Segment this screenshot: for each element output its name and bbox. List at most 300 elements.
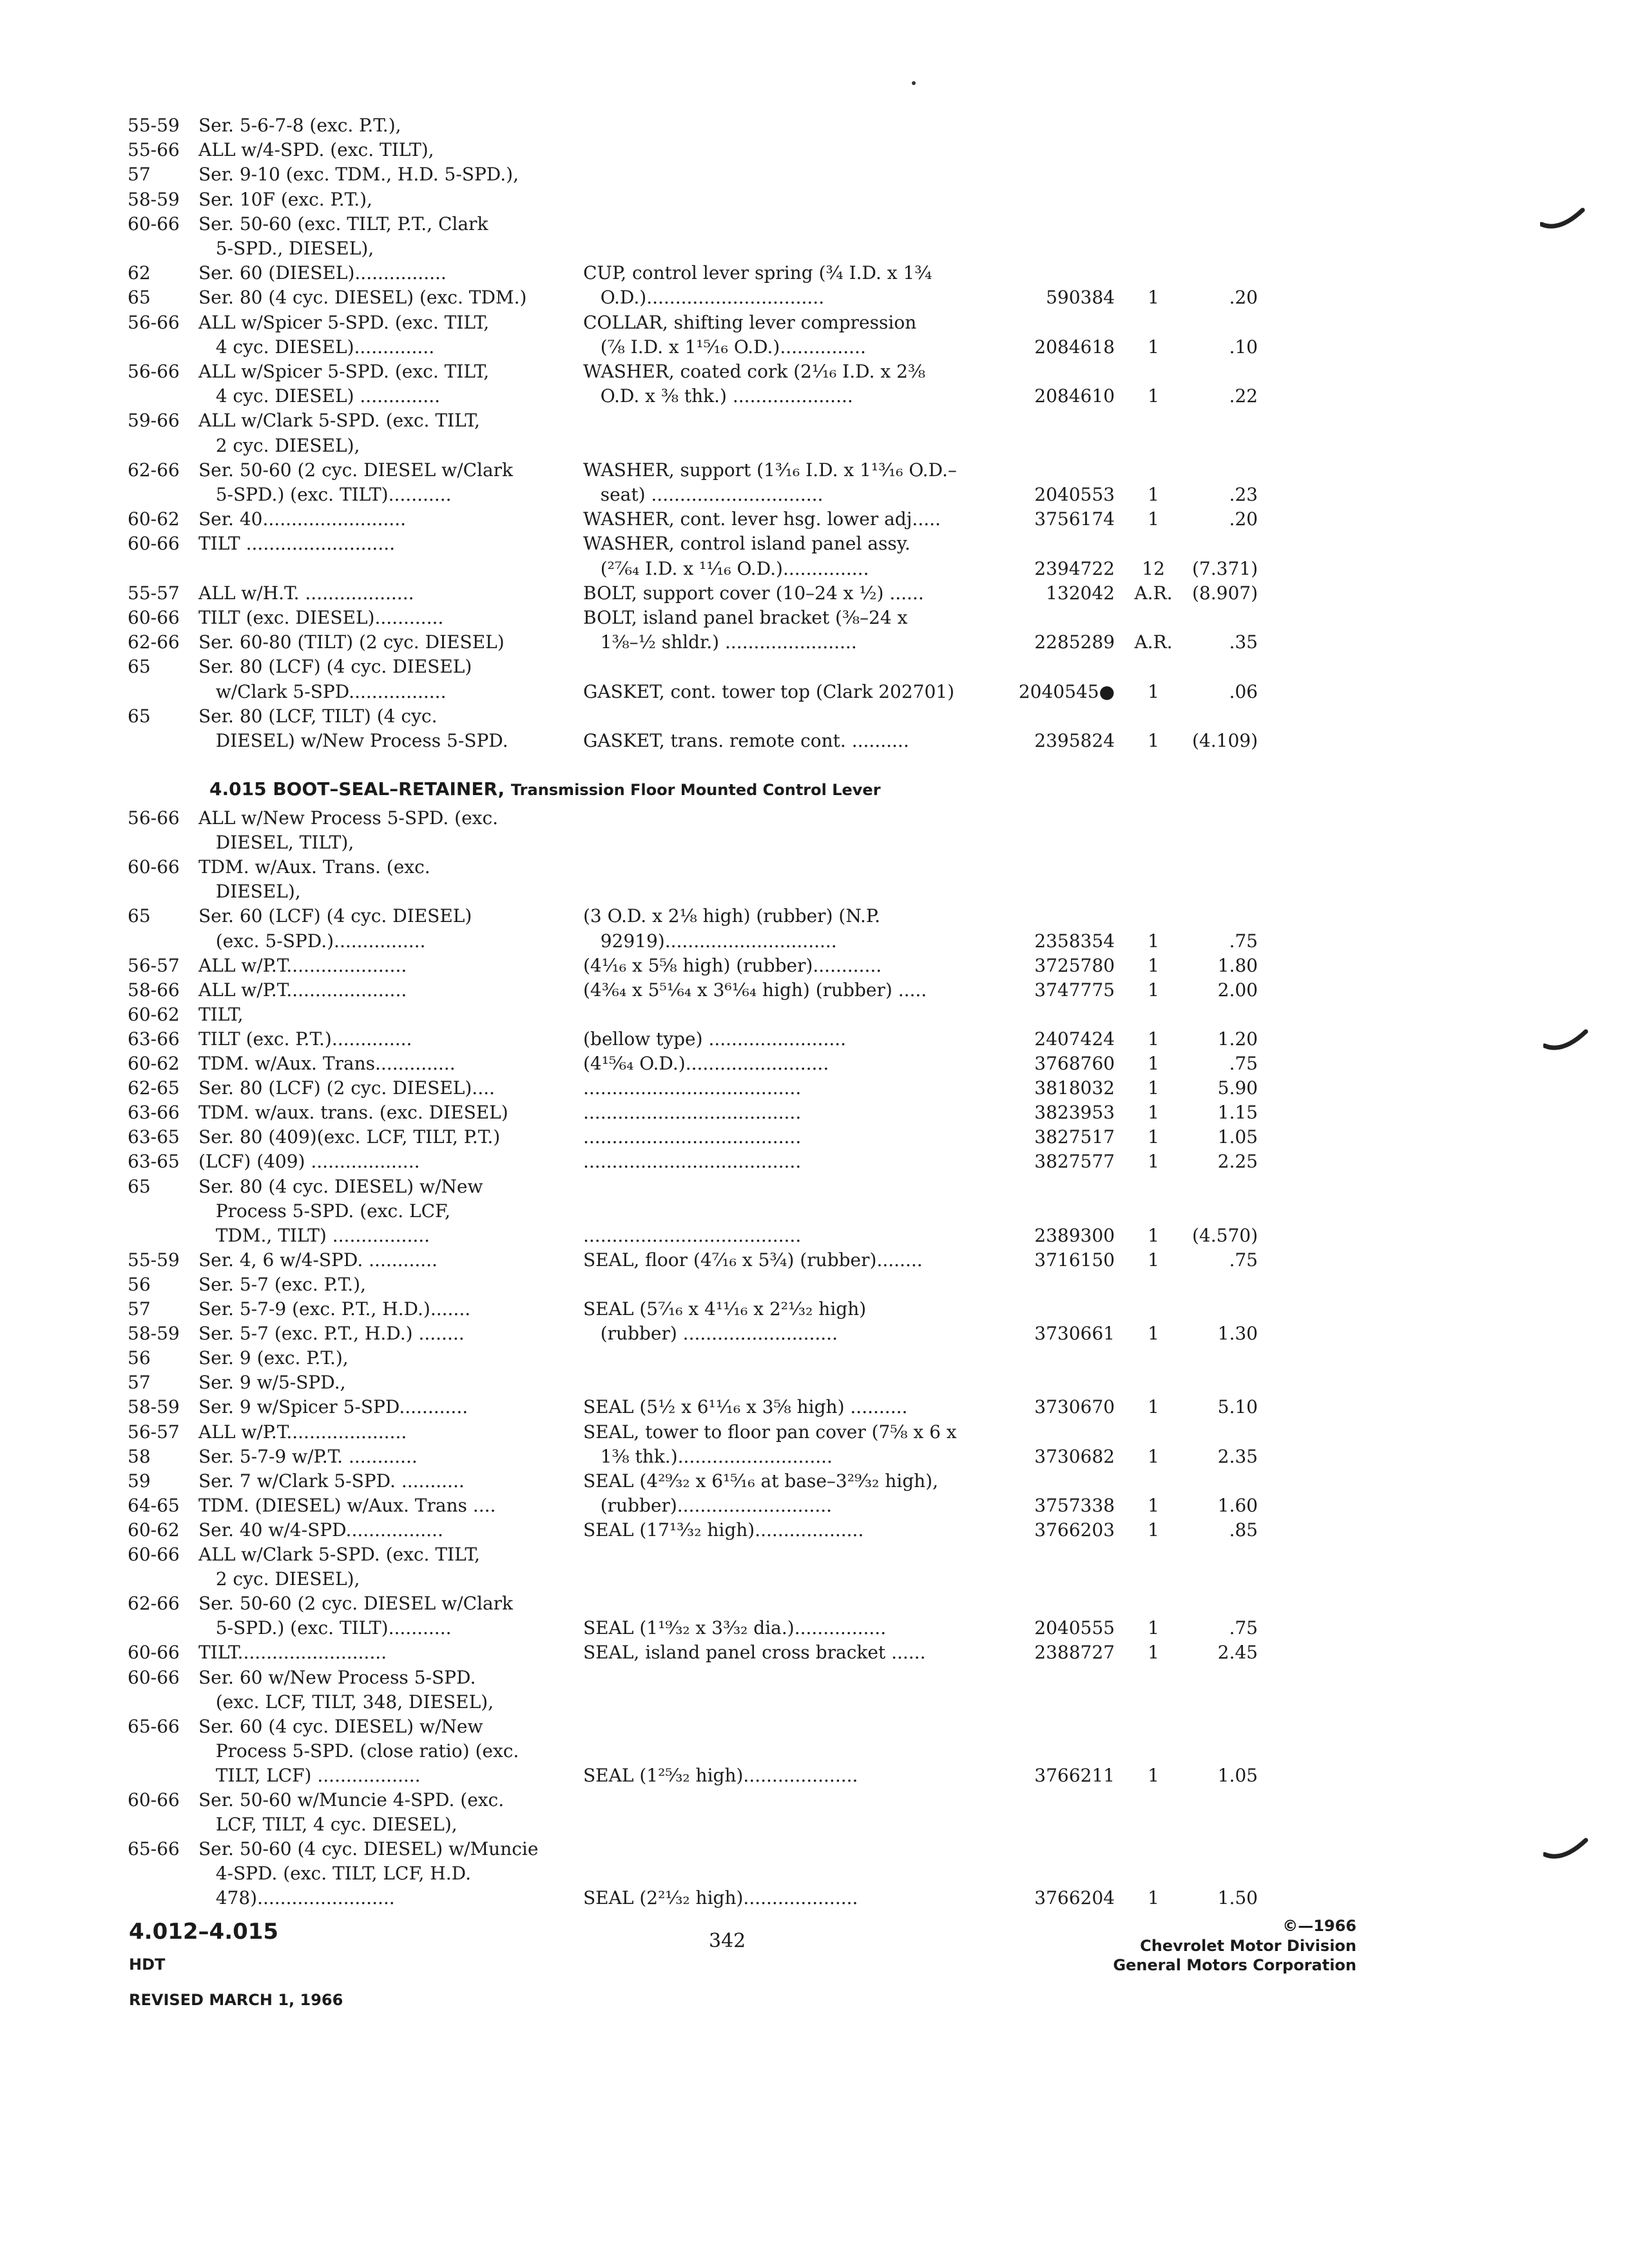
description-cell: GASKET, cont. tower top (Clark 202701) bbox=[583, 680, 955, 702]
description-cell: (⅞ I.D. x 1¹⁵⁄₁₆ O.D.)............... bbox=[583, 336, 866, 358]
parts-row bbox=[0, 1370, 1629, 1395]
footer-revised-date: REVISED MARCH 1, 1966 bbox=[129, 1991, 343, 2009]
description-cell: COLLAR, shifting lever compression bbox=[583, 311, 917, 333]
application-cell: ALL w/P.T..................... bbox=[198, 1421, 407, 1443]
application-cell: Ser. 5-7-9 (exc. P.T., H.D.)....... bbox=[198, 1298, 471, 1320]
application-cell: Ser. 50-60 w/Muncie 4-SPD. (exc. bbox=[198, 1789, 505, 1811]
application-cell: Ser. 40......................... bbox=[198, 508, 406, 530]
year-cell: 60-62 bbox=[128, 1519, 180, 1541]
application-cell: Ser. 5-7 (exc. P.T., H.D.) ........ bbox=[198, 1323, 465, 1345]
quantity-cell: 1 bbox=[1148, 1519, 1159, 1541]
page-number: 342 bbox=[709, 1930, 746, 1952]
price-cell: .20 bbox=[1229, 287, 1258, 309]
part-number-cell: 2040545● bbox=[1018, 680, 1115, 702]
year-cell: 62-65 bbox=[128, 1077, 180, 1099]
parts-row bbox=[0, 434, 1629, 458]
application-cell: Ser. 80 (409)(exc. LCF, TILT, P.T.) bbox=[198, 1126, 501, 1148]
parts-row bbox=[0, 1100, 1629, 1125]
description-cell: ...................................... bbox=[583, 1224, 802, 1246]
parts-row bbox=[0, 236, 1629, 261]
parts-row bbox=[0, 1715, 1629, 1739]
price-cell: 1.80 bbox=[1217, 954, 1258, 976]
year-cell: 65 bbox=[128, 656, 151, 678]
year-cell: 60-66 bbox=[128, 1544, 180, 1565]
price-cell: .75 bbox=[1229, 1249, 1258, 1271]
parts-row bbox=[0, 904, 1629, 928]
parts-row bbox=[0, 978, 1629, 1003]
application-cell: DIESEL) w/New Process 5-SPD. bbox=[198, 730, 508, 751]
year-cell: 63-65 bbox=[128, 1151, 180, 1173]
part-number-cell: 3766204 bbox=[1034, 1887, 1115, 1909]
application-cell: Ser. 80 (LCF) (4 cyc. DIESEL) bbox=[198, 656, 472, 678]
description-cell: WASHER, cont. lever hsg. lower adj..... bbox=[583, 508, 941, 530]
application-cell: TILT.......................... bbox=[198, 1642, 387, 1664]
section-heading bbox=[209, 776, 881, 802]
application-cell: Ser. 50-60 (4 cyc. DIESEL) w/Muncie bbox=[198, 1838, 539, 1860]
quantity-cell: 1 bbox=[1148, 484, 1159, 505]
quantity-cell: 1 bbox=[1148, 930, 1159, 952]
price-cell: 2.45 bbox=[1217, 1642, 1258, 1664]
year-cell: 58-59 bbox=[128, 1396, 180, 1418]
price-cell: (4.570) bbox=[1191, 1224, 1258, 1246]
price-cell: (7.371) bbox=[1191, 557, 1258, 579]
part-number-cell: 2394722 bbox=[1034, 557, 1115, 579]
parts-row bbox=[0, 162, 1629, 187]
part-number-cell: 3768760 bbox=[1034, 1053, 1115, 1074]
year-cell: 65 bbox=[128, 705, 151, 727]
application-cell: Ser. 9 (exc. P.T.), bbox=[198, 1347, 349, 1369]
binder-mark bbox=[1543, 1836, 1588, 1862]
parts-row bbox=[0, 261, 1629, 285]
parts-row bbox=[0, 1763, 1629, 1788]
year-cell: 60-62 bbox=[128, 1003, 180, 1025]
parts-row bbox=[0, 1003, 1629, 1027]
description-cell: 92919).............................. bbox=[583, 930, 837, 952]
price-cell: (8.907) bbox=[1191, 582, 1258, 604]
description-cell: O.D. x ⅜ thk.) ..................... bbox=[583, 385, 853, 407]
description-cell: O.D.)............................... bbox=[583, 287, 825, 309]
parts-row bbox=[0, 581, 1629, 606]
year-cell: 56-57 bbox=[128, 1421, 180, 1443]
application-cell: TILT (exc. P.T.).............. bbox=[198, 1028, 412, 1050]
parts-row bbox=[0, 1494, 1629, 1518]
part-number-cell: 3827577 bbox=[1034, 1151, 1115, 1173]
application-cell: TDM. w/Aux. Trans. (exc. bbox=[198, 856, 430, 878]
year-cell: 55-57 bbox=[128, 582, 180, 604]
description-cell: BOLT, support cover (10–24 x ½) ...... bbox=[583, 582, 924, 604]
application-cell: ALL w/Clark 5-SPD. (exc. TILT, bbox=[198, 410, 480, 432]
year-cell: 56 bbox=[128, 1347, 151, 1369]
application-cell: (exc. LCF, TILT, 348, DIESEL), bbox=[198, 1691, 494, 1713]
parts-row bbox=[0, 1591, 1629, 1616]
parts-row bbox=[0, 1149, 1629, 1174]
year-cell: 57 bbox=[128, 1372, 151, 1394]
application-cell: Ser. 80 (LCF, TILT) (4 cyc. bbox=[198, 705, 438, 727]
application-cell: Ser. 60 (DIESEL)................ bbox=[198, 262, 447, 284]
description-cell: WASHER, support (1³⁄₁₆ I.D. x 1¹³⁄₁₆ O.D.– bbox=[583, 459, 957, 481]
parts-row bbox=[0, 704, 1629, 729]
year-cell: 65-66 bbox=[128, 1715, 180, 1737]
year-cell: 62-66 bbox=[128, 1593, 180, 1615]
quantity-cell: A.R. bbox=[1134, 631, 1173, 653]
year-cell: 62 bbox=[128, 262, 151, 284]
description-cell: SEAL (5⁷⁄₁₆ x 4¹¹⁄₁₆ x 2²¹⁄₃₂ high) bbox=[583, 1298, 867, 1320]
parts-row bbox=[0, 1273, 1629, 1297]
year-cell: 59-66 bbox=[128, 410, 180, 432]
application-cell: Ser. 7 w/Clark 5-SPD. ........... bbox=[198, 1470, 465, 1492]
description-cell: 1⅜–½ shldr.) ....................... bbox=[583, 631, 857, 653]
section-subtitle: Transmission Floor Mounted Control Lever bbox=[510, 781, 881, 799]
application-cell: ALL w/Spicer 5-SPD. (exc. TILT, bbox=[198, 361, 490, 382]
description-cell: SEAL, island panel cross bracket ...... bbox=[583, 1642, 926, 1664]
application-cell: Ser. 60 (LCF) (4 cyc. DIESEL) bbox=[198, 905, 472, 927]
parts-row bbox=[0, 311, 1629, 335]
description-cell: (3 O.D. x 2⅛ high) (rubber) (N.P. bbox=[583, 905, 880, 927]
application-cell: 4 cyc. DIESEL) .............. bbox=[198, 385, 440, 407]
price-cell: 2.35 bbox=[1217, 1445, 1258, 1467]
part-number-cell: 2040553 bbox=[1034, 484, 1115, 505]
parts-row bbox=[0, 954, 1629, 978]
year-cell: 56-66 bbox=[128, 361, 180, 382]
application-cell: 4 cyc. DIESEL).............. bbox=[198, 336, 435, 358]
part-number-cell: 3725780 bbox=[1034, 954, 1115, 976]
application-cell: TILT, LCF) .................. bbox=[198, 1764, 421, 1786]
footer-division: Chevrolet Motor Division bbox=[1140, 1937, 1356, 1955]
application-cell: Ser. 80 (4 cyc. DIESEL) (exc. TDM.) bbox=[198, 287, 527, 309]
description-cell: (²⁷⁄₆₄ I.D. x ¹¹⁄₁₆ O.D.)............... bbox=[583, 557, 869, 579]
price-cell: 1.30 bbox=[1217, 1323, 1258, 1345]
parts-row bbox=[0, 483, 1629, 507]
parts-row bbox=[0, 855, 1629, 879]
parts-row bbox=[0, 806, 1629, 831]
footer-copyright: ©—1966 bbox=[1282, 1917, 1356, 1935]
quantity-cell: 1 bbox=[1148, 954, 1159, 976]
quantity-cell: 1 bbox=[1148, 730, 1159, 751]
description-cell: ...................................... bbox=[583, 1077, 802, 1099]
application-cell: Process 5-SPD. (exc. LCF, bbox=[198, 1200, 450, 1222]
application-cell: ALL w/New Process 5-SPD. (exc. bbox=[198, 807, 499, 829]
description-cell: SEAL (2²¹⁄₃₂ high).................... bbox=[583, 1887, 858, 1909]
parts-row bbox=[0, 1666, 1629, 1690]
application-cell: Ser. 60 w/New Process 5-SPD. bbox=[198, 1666, 476, 1688]
year-cell: 60-66 bbox=[128, 607, 180, 628]
year-cell: 65 bbox=[128, 1175, 151, 1197]
parts-row bbox=[0, 384, 1629, 408]
part-number-cell: 3757338 bbox=[1034, 1494, 1115, 1516]
quantity-cell: 1 bbox=[1148, 336, 1159, 358]
parts-row bbox=[0, 138, 1629, 162]
price-cell: .10 bbox=[1229, 336, 1258, 358]
year-cell: 60-66 bbox=[128, 533, 180, 555]
parts-row bbox=[0, 1027, 1629, 1052]
speck bbox=[912, 81, 916, 85]
quantity-cell: 1 bbox=[1148, 1077, 1159, 1099]
part-number-cell: 3823953 bbox=[1034, 1102, 1115, 1124]
application-cell: TILT (exc. DIESEL)............ bbox=[198, 607, 444, 628]
quantity-cell: 1 bbox=[1148, 1053, 1159, 1074]
part-number-cell: 2040555 bbox=[1034, 1617, 1115, 1639]
application-cell: Ser. 5-7 (exc. P.T.), bbox=[198, 1273, 366, 1295]
parts-row bbox=[0, 360, 1629, 384]
parts-row bbox=[0, 1640, 1629, 1665]
application-cell: Ser. 9 w/5-SPD., bbox=[198, 1372, 346, 1394]
description-cell: ...................................... bbox=[583, 1151, 802, 1173]
part-number-cell: 3766211 bbox=[1034, 1764, 1115, 1786]
part-number-cell: 590384 bbox=[1046, 287, 1115, 309]
quantity-cell: 1 bbox=[1148, 1445, 1159, 1467]
parts-row bbox=[0, 1616, 1629, 1640]
description-cell: ...................................... bbox=[583, 1102, 802, 1124]
year-cell: 65 bbox=[128, 905, 151, 927]
application-cell: Ser. 40 w/4-SPD................. bbox=[198, 1519, 443, 1541]
parts-row bbox=[0, 1837, 1629, 1861]
quantity-cell: 1 bbox=[1148, 385, 1159, 407]
year-cell: 60-62 bbox=[128, 1053, 180, 1074]
year-cell: 60-66 bbox=[128, 1666, 180, 1688]
year-cell: 60-66 bbox=[128, 856, 180, 878]
price-cell: .75 bbox=[1229, 1617, 1258, 1639]
quantity-cell: 12 bbox=[1142, 557, 1165, 579]
parts-row bbox=[0, 729, 1629, 753]
year-cell: 57 bbox=[128, 164, 151, 186]
parts-row bbox=[0, 929, 1629, 954]
application-cell: w/Clark 5-SPD................. bbox=[198, 680, 447, 702]
year-cell: 56-57 bbox=[128, 954, 180, 976]
quantity-cell: 1 bbox=[1148, 1151, 1159, 1173]
binder-mark bbox=[1543, 1028, 1588, 1053]
price-cell: 1.50 bbox=[1217, 1887, 1258, 1909]
description-cell: seat) .............................. bbox=[583, 484, 824, 505]
application-cell: Ser. 60-80 (TILT) (2 cyc. DIESEL) bbox=[198, 631, 505, 653]
price-cell: 5.90 bbox=[1217, 1077, 1258, 1099]
parts-row bbox=[0, 879, 1629, 904]
description-cell: WASHER, control island panel assy. bbox=[583, 533, 911, 555]
description-cell: 1⅜ thk.)........................... bbox=[583, 1445, 833, 1467]
quantity-cell: 1 bbox=[1148, 680, 1159, 702]
price-cell: 1.05 bbox=[1217, 1764, 1258, 1786]
application-cell: Ser. 80 (LCF) (2 cyc. DIESEL).... bbox=[198, 1077, 495, 1099]
part-number-cell: 3766203 bbox=[1034, 1519, 1115, 1541]
parts-row bbox=[0, 831, 1629, 855]
year-cell: 60-66 bbox=[128, 213, 180, 235]
description-cell: (bellow type) ........................ bbox=[583, 1028, 847, 1050]
application-cell: ALL w/Clark 5-SPD. (exc. TILT, bbox=[198, 1544, 480, 1565]
quantity-cell: 1 bbox=[1148, 1617, 1159, 1639]
part-number-cell: 3756174 bbox=[1034, 508, 1115, 530]
application-cell: ALL w/4-SPD. (exc. TILT), bbox=[198, 139, 434, 161]
part-number-cell: 2395824 bbox=[1034, 730, 1115, 751]
parts-row bbox=[0, 1395, 1629, 1419]
price-cell: 1.20 bbox=[1217, 1028, 1258, 1050]
parts-row bbox=[0, 1420, 1629, 1445]
application-cell: 5-SPD.) (exc. TILT)........... bbox=[198, 1617, 452, 1639]
parts-row bbox=[0, 1542, 1629, 1567]
price-cell: 2.00 bbox=[1217, 979, 1258, 1001]
price-cell: .35 bbox=[1229, 631, 1258, 653]
application-cell: DIESEL, TILT), bbox=[198, 832, 354, 854]
parts-row bbox=[0, 1861, 1629, 1886]
year-cell: 60-62 bbox=[128, 508, 180, 530]
year-cell: 64-65 bbox=[128, 1494, 180, 1516]
part-number-cell: 3730670 bbox=[1034, 1396, 1115, 1418]
price-cell: .75 bbox=[1229, 1053, 1258, 1074]
parts-row bbox=[0, 557, 1629, 581]
quantity-cell: 1 bbox=[1148, 1028, 1159, 1050]
quantity-cell: 1 bbox=[1148, 1249, 1159, 1271]
description-cell: BOLT, island panel bracket (⅜–24 x bbox=[583, 607, 908, 628]
year-cell: 59 bbox=[128, 1470, 151, 1492]
application-cell: 2 cyc. DIESEL), bbox=[198, 1568, 360, 1590]
description-cell: (4¹⁵⁄₆₄ O.D.)......................... bbox=[583, 1053, 829, 1074]
application-cell: TDM. w/aux. trans. (exc. DIESEL) bbox=[198, 1102, 508, 1124]
parts-row bbox=[0, 680, 1629, 704]
application-cell: Ser. 50-60 (exc. TILT, P.T., Clark bbox=[198, 213, 488, 235]
parts-row bbox=[0, 1052, 1629, 1076]
price-cell: .22 bbox=[1229, 385, 1258, 407]
parts-row bbox=[0, 113, 1629, 138]
quantity-cell: A.R. bbox=[1134, 582, 1173, 604]
year-cell: 60-66 bbox=[128, 1789, 180, 1811]
application-cell: (exc. 5-SPD.)................ bbox=[198, 930, 426, 952]
application-cell: TILT, bbox=[198, 1003, 244, 1025]
application-cell: Ser. 10F (exc. P.T.), bbox=[198, 188, 372, 210]
application-cell: 478)........................ bbox=[198, 1887, 395, 1909]
parts-row bbox=[0, 1690, 1629, 1715]
part-number-cell: 3747775 bbox=[1034, 979, 1115, 1001]
parts-row bbox=[0, 458, 1629, 483]
parts-row bbox=[0, 1788, 1629, 1812]
price-cell: .20 bbox=[1229, 508, 1258, 530]
application-cell: ALL w/Spicer 5-SPD. (exc. TILT, bbox=[198, 311, 490, 333]
parts-row bbox=[0, 1469, 1629, 1494]
application-cell: Ser. 5-6-7-8 (exc. P.T.), bbox=[198, 115, 401, 136]
price-cell: (4.109) bbox=[1191, 730, 1258, 751]
part-number-cell: 2358354 bbox=[1034, 930, 1115, 952]
parts-row bbox=[0, 1812, 1629, 1837]
section-number: 4.015 bbox=[209, 778, 267, 800]
parts-row bbox=[0, 285, 1629, 310]
application-cell: 5-SPD.) (exc. TILT)........... bbox=[198, 484, 452, 505]
application-cell: TDM. w/Aux. Trans.............. bbox=[198, 1053, 456, 1074]
parts-row bbox=[0, 1518, 1629, 1542]
application-cell: Ser. 60 (4 cyc. DIESEL) w/New bbox=[198, 1715, 483, 1737]
year-cell: 62-66 bbox=[128, 631, 180, 653]
description-cell: WASHER, coated cork (2¹⁄₁₆ I.D. x 2⅜ bbox=[583, 361, 926, 382]
quantity-cell: 1 bbox=[1148, 1396, 1159, 1418]
year-cell: 63-65 bbox=[128, 1126, 180, 1148]
year-cell: 58-59 bbox=[128, 188, 180, 210]
parts-row bbox=[0, 1175, 1629, 1199]
description-cell: SEAL (4²⁹⁄₃₂ x 6¹⁵⁄₁₆ at base–3²⁹⁄₃₂ high), bbox=[583, 1470, 938, 1492]
description-cell: CUP, control lever spring (¾ I.D. x 1¾ bbox=[583, 262, 932, 284]
quantity-cell: 1 bbox=[1148, 1887, 1159, 1909]
year-cell: 55-59 bbox=[128, 115, 180, 136]
parts-row bbox=[0, 606, 1629, 630]
parts-row bbox=[0, 532, 1629, 556]
parts-row bbox=[0, 1886, 1629, 1910]
year-cell: 58 bbox=[128, 1445, 151, 1467]
parts-row bbox=[0, 1125, 1629, 1149]
description-cell: SEAL (17¹³⁄₃₂ high)................... bbox=[583, 1519, 864, 1541]
application-cell: 5-SPD., DIESEL), bbox=[198, 238, 374, 259]
application-cell: TILT .......................... bbox=[198, 533, 396, 555]
section-title: BOOT–SEAL–RETAINER, bbox=[273, 778, 505, 800]
application-cell: Ser. 9 w/Spicer 5-SPD............ bbox=[198, 1396, 468, 1418]
part-number-cell: 2388727 bbox=[1034, 1642, 1115, 1664]
year-cell: 62-66 bbox=[128, 459, 180, 481]
footer-series: HDT bbox=[129, 1956, 166, 1974]
application-cell: (LCF) (409) ................... bbox=[198, 1151, 420, 1173]
application-cell: Ser. 50-60 (2 cyc. DIESEL w/Clark bbox=[198, 1593, 513, 1615]
part-number-cell: 3827517 bbox=[1034, 1126, 1115, 1148]
quantity-cell: 1 bbox=[1148, 1494, 1159, 1516]
price-cell: 5.10 bbox=[1217, 1396, 1258, 1418]
application-cell: 2 cyc. DIESEL), bbox=[198, 434, 360, 456]
price-cell: 1.15 bbox=[1217, 1102, 1258, 1124]
parts-row bbox=[0, 187, 1629, 212]
year-cell: 63-66 bbox=[128, 1028, 180, 1050]
price-cell: 1.05 bbox=[1217, 1126, 1258, 1148]
year-cell: 65-66 bbox=[128, 1838, 180, 1860]
year-cell: 58-66 bbox=[128, 979, 180, 1001]
description-cell: ...................................... bbox=[583, 1126, 802, 1148]
year-cell: 56-66 bbox=[128, 807, 180, 829]
quantity-cell: 1 bbox=[1148, 1642, 1159, 1664]
quantity-cell: 1 bbox=[1148, 287, 1159, 309]
application-cell: 4-SPD. (exc. TILT, LCF, H.D. bbox=[198, 1863, 471, 1885]
year-cell: 60-66 bbox=[128, 1642, 180, 1664]
quantity-cell: 1 bbox=[1148, 1102, 1159, 1124]
price-cell: .75 bbox=[1229, 930, 1258, 952]
price-cell: .23 bbox=[1229, 484, 1258, 505]
parts-row bbox=[0, 1297, 1629, 1321]
application-cell: Ser. 5-7-9 w/P.T. ............ bbox=[198, 1445, 418, 1467]
parts-row bbox=[0, 1321, 1629, 1346]
description-cell: (4¹⁄₁₆ x 5⅝ high) (rubber)............ bbox=[583, 954, 882, 976]
part-number-cell: 3818032 bbox=[1034, 1077, 1115, 1099]
footer-corporation: General Motors Corporation bbox=[1113, 1956, 1356, 1974]
parts-row bbox=[0, 1076, 1629, 1100]
parts-row bbox=[0, 1224, 1629, 1248]
quantity-cell: 1 bbox=[1148, 508, 1159, 530]
year-cell: 58-59 bbox=[128, 1323, 180, 1345]
year-cell: 57 bbox=[128, 1298, 151, 1320]
year-cell: 56 bbox=[128, 1273, 151, 1295]
parts-row bbox=[0, 1248, 1629, 1273]
price-cell: 2.25 bbox=[1217, 1151, 1258, 1173]
year-cell: 55-66 bbox=[128, 139, 180, 161]
quantity-cell: 1 bbox=[1148, 1224, 1159, 1246]
description-cell: SEAL, tower to floor pan cover (7⅝ x 6 x bbox=[583, 1421, 957, 1443]
description-cell: (rubber) ........................... bbox=[583, 1323, 838, 1345]
application-cell: TDM., TILT) ................. bbox=[198, 1224, 430, 1246]
year-cell: 56-66 bbox=[128, 311, 180, 333]
parts-row bbox=[0, 1739, 1629, 1763]
description-cell: (rubber)........................... bbox=[583, 1494, 833, 1516]
parts-row bbox=[0, 1199, 1629, 1224]
application-cell: ALL w/P.T..................... bbox=[198, 979, 407, 1001]
quantity-cell: 1 bbox=[1148, 1126, 1159, 1148]
quantity-cell: 1 bbox=[1148, 1323, 1159, 1345]
application-cell: Ser. 50-60 (2 cyc. DIESEL w/Clark bbox=[198, 459, 513, 481]
parts-row bbox=[0, 1346, 1629, 1370]
parts-row bbox=[0, 408, 1629, 433]
part-number-cell: 3730661 bbox=[1034, 1323, 1115, 1345]
description-cell: (4³⁄₆₄ x 5⁵¹⁄₆₄ x 3⁶¹⁄₆₄ high) (rubber) ..... bbox=[583, 979, 927, 1001]
part-number-cell: 2389300 bbox=[1034, 1224, 1115, 1246]
application-cell: TDM. (DIESEL) w/Aux. Trans .... bbox=[198, 1494, 496, 1516]
description-cell: SEAL (1²⁵⁄₃₂ high).................... bbox=[583, 1764, 858, 1786]
